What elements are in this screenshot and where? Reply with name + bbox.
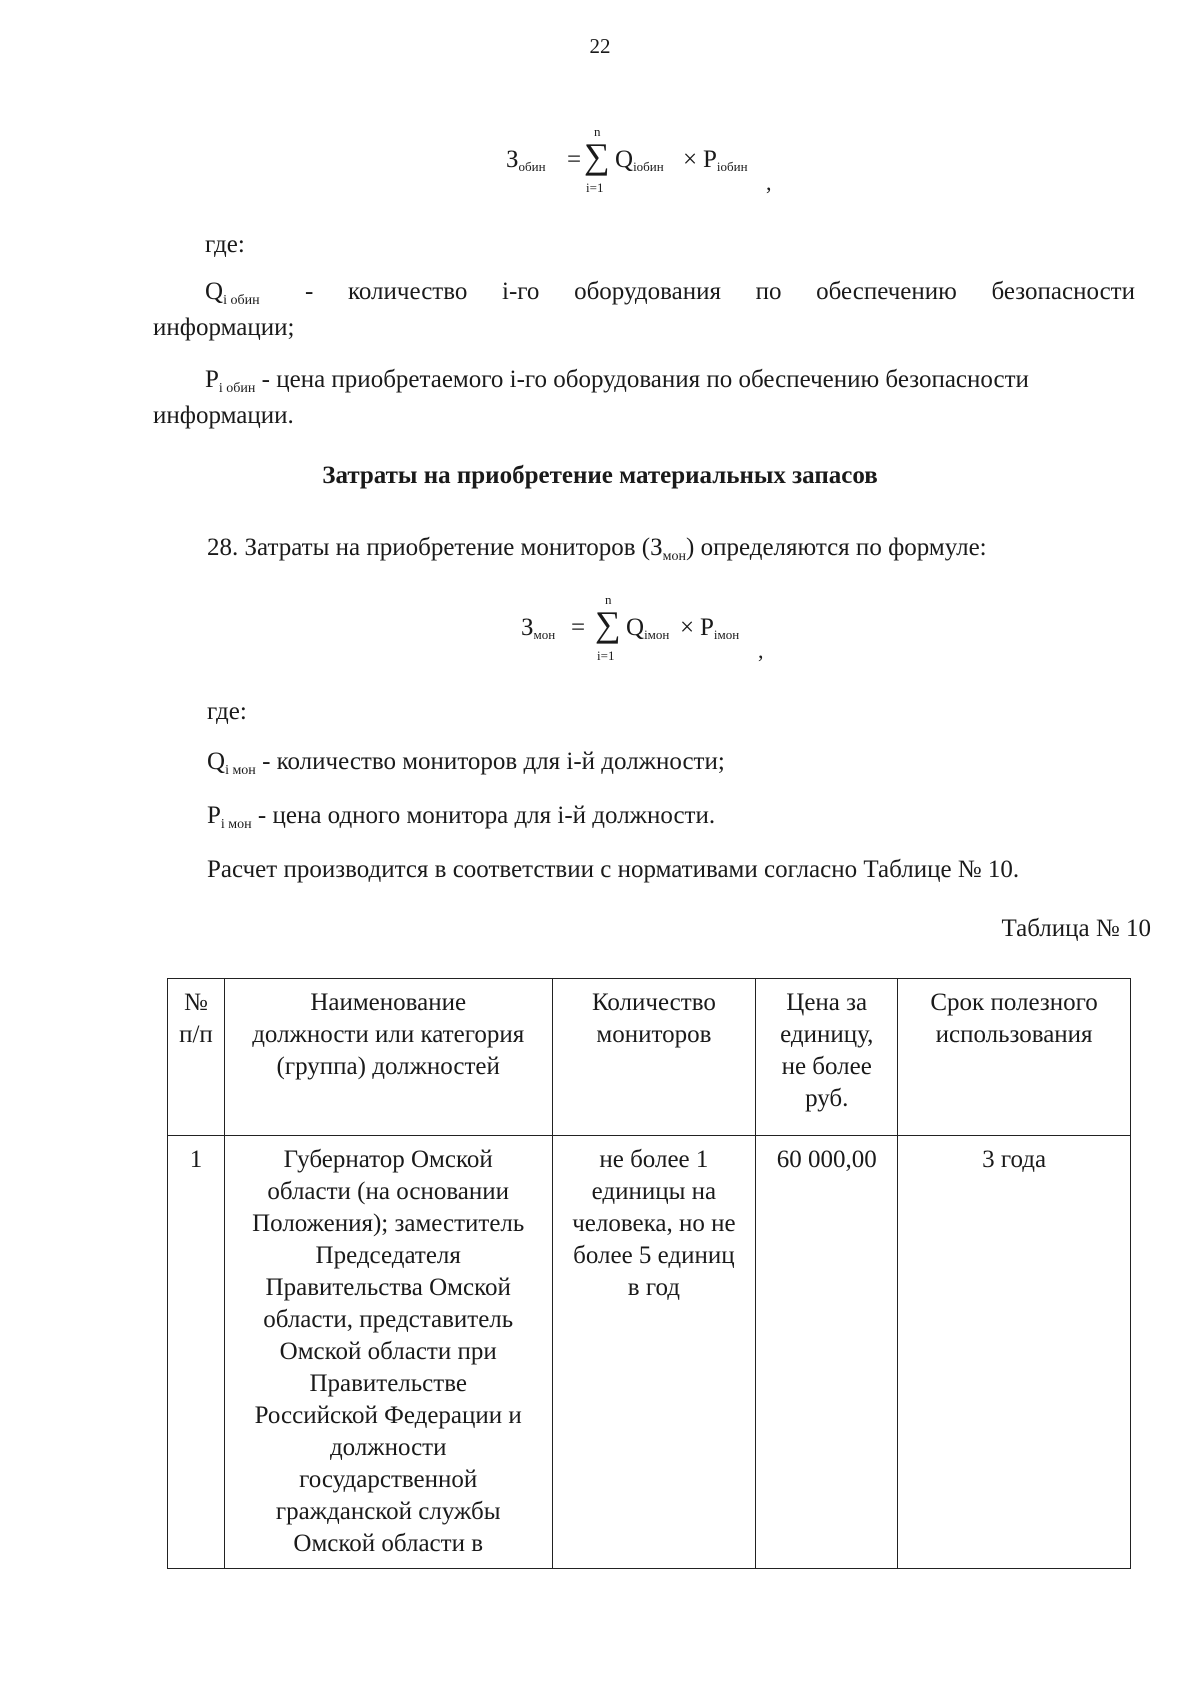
formula-2-eq: =	[571, 614, 586, 641]
norms-table	[167, 978, 1131, 1569]
paragraph-28: 28. Затраты на приобретение мониторов $(З_{мон})$ определяются по формуле:	[207, 534, 987, 564]
formula-1-q: $Q_{iобин}$	[615, 146, 664, 174]
cell-monitor-count: не более 1 единицы на человека, но не более 5 единиц в год	[552, 1136, 756, 1569]
where-label-1: где:	[205, 231, 245, 258]
where-label-2: где:	[207, 698, 247, 725]
header-position-name: Наименование должности или категория (группа) должностей	[224, 979, 552, 1136]
formula-2-comma: ,	[758, 638, 764, 663]
formula-2-lhs: $З_{мон}$	[521, 614, 556, 642]
cell-useful-life: 3 года	[898, 1136, 1131, 1569]
formula-2-sum-top: n	[605, 592, 612, 607]
formula-1-times: ×	[683, 146, 698, 173]
definition-q-obin: $Q_{i обин}$	[205, 278, 260, 308]
cell-position-name: Губернатор Омской области (на основании Положения); заместитель Председателя Правительства Омской области, представитель Омской области при Правительстве Российской Федерации и должности государственной гражданской службы Омской области в	[224, 1136, 552, 1569]
calculation-note: Расчет производится в соответствии с нормативами согласно Таблице № 10.	[207, 856, 1020, 883]
table-caption: Таблица № 10	[1001, 915, 1151, 942]
section-heading: Затраты на приобретение материальных запасов	[322, 462, 878, 489]
formula-2-q: $Q_{iмон}$	[626, 614, 670, 642]
page-number: 22	[589, 34, 611, 58]
formula-1-sum-top: n	[594, 124, 601, 139]
definition-q-obin-text: - количество i-го оборудования по обеспечению безопасности	[305, 278, 1135, 305]
cell-unit-price: 60 000,00	[756, 1136, 898, 1569]
definition-p-obin-text-2: информации.	[153, 402, 294, 429]
definition-p-obin: $P_{i обин}$ - цена приобретаемого i-го оборудования по обеспечению безопасности	[205, 366, 1029, 396]
formula-2-sum-bottom: i=1	[597, 648, 615, 663]
header-number: № п/п	[168, 979, 225, 1136]
definition-q-mon: $Q_{i мон}$ - количество мониторов для i-й должности;	[207, 748, 725, 778]
definition-q-obin-text-2: информации;	[153, 314, 295, 341]
table-row	[168, 1136, 1131, 1569]
header-unit-price: Цена за единицу, не более руб.	[756, 979, 898, 1136]
header-monitor-count: Количество мониторов	[552, 979, 756, 1136]
formula-1-lhs: $З_{обин}$	[506, 146, 546, 174]
formula-2-sum-icon: ∑	[595, 604, 621, 644]
formula-1-comma: ,	[766, 170, 772, 195]
cell-number: 1	[168, 1136, 225, 1569]
formula-1-p: $P_{iобин}$	[703, 146, 748, 174]
formula-1-sum-icon: ∑	[584, 136, 610, 176]
formula-2-p: $P_{iмон}$	[700, 614, 740, 642]
formula-1-sum-bottom: i=1	[586, 180, 604, 195]
definition-p-mon: $P_{i мон}$ - цена одного монитора для i-й должности.	[207, 802, 716, 832]
header-useful-life: Срок полезного использования	[898, 979, 1131, 1136]
table-header-row	[168, 979, 1131, 1136]
formula-1-eq: =	[567, 146, 582, 173]
formula-2-times: ×	[680, 614, 695, 641]
